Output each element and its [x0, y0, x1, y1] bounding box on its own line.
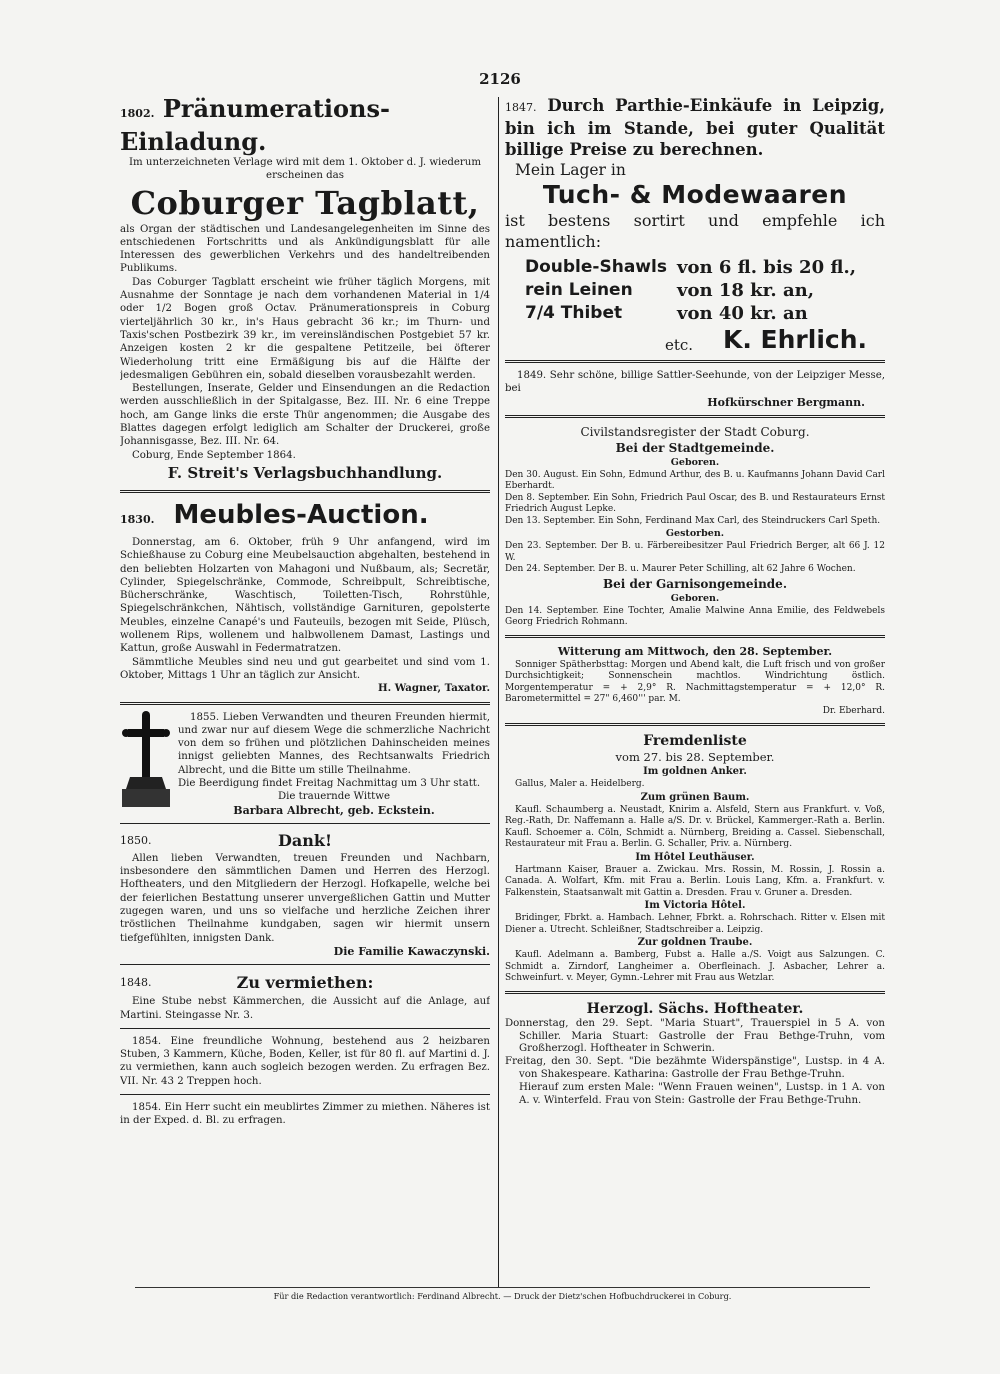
hotel-name: Zum grünen Baum. — [640, 791, 750, 803]
hotel-guests: Gallus, Maler a. Heidelberg. — [515, 779, 645, 790]
divider — [120, 702, 490, 705]
ad-signature: Die Familie Kawaczynski. — [333, 944, 490, 958]
ad-number: 1855. — [190, 711, 220, 723]
civil-register — [505, 424, 885, 629]
ad-paragraph: Ein Herr sucht ein meublirtes Zimmer zu miethen. Näheres ist in der Exped. d. Bl. zu erfragen. — [120, 1102, 490, 1127]
hotel-guests: Kaufl. Adelmann a. Bamberg, Fubst a. Halle a./S. Voigt aus Salzungen. C. Schmidt a. Zirndorf, Langheimer a. Oberfleinach. J. Asbacher, Lehrer a. Schweinfurt. v. Meyer, Gymn.-Lehrer mit Frau aus Wetzlar. — [505, 950, 885, 984]
theatre-entry: Hierauf zum ersten Male: "Wenn Frauen weinen", Lustsp. in 1 A. von A. v. Winterfeld. Frau von Stein: Gastrolle der Frau Bethge-Truhn. — [519, 1081, 885, 1106]
price-item-name: 7/4 Thibet — [525, 303, 623, 323]
ad-number: 1848. — [120, 976, 152, 990]
ad-title: Meubles-Auction. — [173, 499, 429, 530]
section-subtitle: vom 27. bis 28. September. — [615, 750, 775, 765]
ad-paragraph: Eine freundliche Wohnung, bestehend aus 2 heizbaren Stuben, 3 Kammern, Küche, Boden, Keller, ist für 80 fl. auf Martini d. J. zu vermiethen, kann auch sogleich bezogen werden. Zu erfragen Bez. VII. Nr. 43 2 Treppen hoch. — [120, 1035, 490, 1087]
divider — [120, 1028, 490, 1029]
ad-paragraph: Sehr schöne, billige Sattler-Seehunde, von der Leipziger Messe, bei — [505, 370, 885, 395]
funeral-notice: Die Beerdigung findet Freitag Nachmittag um 3 Uhr statt. — [178, 777, 481, 789]
ad-date: Coburg, Ende September 1864. — [132, 449, 296, 461]
register-entry: Den 24. September. Der B. u. Maurer Peter Schilling, alt 62 Jahre 6 Wochen. — [505, 564, 856, 575]
price-item-name: rein Leinen — [525, 280, 633, 300]
ad-1802 — [120, 95, 490, 484]
ad-1847 — [505, 95, 885, 354]
ad-intro: Durch Parthie-Einkäufe in Leipzig, bin ich im Stande, bei guter Qualität billige Preise zu berechnen. — [505, 96, 885, 159]
register-entry: Den 8. September. Ein Sohn, Friedrich Paul Oscar, des B. und Restaurateurs Ernst Friedrich August Lepke. — [505, 492, 885, 515]
divider — [505, 991, 885, 994]
ad-paragraph: Lieben Verwandten und theuren Freunden hiermit, und zwar nur auf diesem Wege die schmerzliche Nachricht von dem so frühen und plötzlichen Dahinscheiden meines innigst geliebten Mannes, des Rechtsanwalts Friedrich Albrecht, und die Bitte um stille Theilnahme. — [178, 711, 490, 776]
ad-title: Pränumerations-Einladung. — [120, 95, 390, 156]
divider — [505, 723, 885, 726]
hotel-guests: Bridinger, Fbrkt. a. Hambach. Lehner, Fbrkt. a. Rohrschach. Ritter v. Elsen mit Diener a. Utrecht. Schleißner, Stadtschreiber a. Leipzig. — [505, 913, 885, 935]
guest-list — [505, 732, 885, 985]
ad-1848 — [120, 971, 490, 1022]
column-divider — [498, 97, 499, 1287]
section-subtitle: Bei der Garnisongemeinde. — [603, 576, 787, 591]
ad-intro: Im unterzeichneten Verlage wird mit dem 1. Oktober d. J. wiederum erscheinen das — [128, 157, 481, 182]
ad-paragraph: Bestellungen, Inserate, Gelder und Einsendungen an die Redaction werden ausschließlich in der Spitalgasse, Bez. III. Nr. 6 eine Treppe hoch, am Gange links die erste Thür angenommen; die Ausgabe des Blattes dagegen erfolgt lediglich am Schalter der Druckerei, große Johannisgasse, Bez. III. Nr. 64. — [120, 383, 490, 448]
newspaper-title: Coburger Tagblatt, — [130, 183, 480, 222]
divider — [505, 360, 885, 363]
ad-number: 1830. — [120, 512, 155, 526]
ad-paragraph: ist bestens sortirt und empfehle ich namentlich: — [505, 211, 885, 251]
ad-headline: Tuch- & Modewaaren — [542, 180, 848, 209]
section-heading: Gestorben. — [665, 528, 725, 540]
divider — [120, 964, 490, 965]
section-heading: Geboren. — [670, 592, 720, 604]
ad-1850 — [120, 830, 490, 958]
hotel-name: Im Hôtel Leuthäuser. — [635, 851, 755, 863]
price-item-name: Double-Shawls — [525, 257, 667, 277]
register-entry: Den 30. August. Ein Sohn, Edmund Arthur, des B. u. Kaufmanns Johann David Carl Eberhardt. — [505, 469, 885, 492]
register-entry: Den 14. September. Eine Tochter, Amalie Malwine Anna Emilie, des Feldwebels Georg Friedrich Rohmann. — [505, 605, 885, 628]
section-title: Witterung am Mittwoch, den 28. September. — [557, 644, 833, 658]
section-title: Fremdenliste — [643, 733, 747, 750]
divider — [120, 1094, 490, 1095]
divider — [505, 415, 885, 418]
ad-number: 1847. — [505, 101, 537, 114]
ad-1849 — [505, 369, 885, 409]
ad-signature: H. Wagner, Taxator. — [378, 682, 490, 695]
ad-number: 1849. — [517, 370, 547, 381]
section-title: Civilstandsregister der Stadt Coburg. — [580, 424, 810, 439]
weather-text: Sonniger Spätherbsttag: Morgen und Abend kalt, die Luft frisch und von großer Durchsichtigkeit; Sonnenschein machtlos. Windrichtung östlich. Morgentemperatur = + 2,9° R. Nachmittagstemperatur = + 12,0° R. Barometermittel = 27" 6,460''' par. M. — [505, 659, 885, 705]
hotel-name: Im goldnen Anker. — [643, 766, 747, 778]
hotel-name: Zur goldnen Traube. — [637, 937, 753, 949]
theatre-entry: Freitag, den 30. Sept. "Die bezähmte Widerspänstige", Lustsp. in 4 A. von Shakespeare. Katharina: Gastrolle der Frau Bethge-Truhn. — [505, 1056, 885, 1081]
section-heading: Geboren. — [670, 456, 720, 468]
ad-1854-apartment — [120, 1035, 490, 1088]
section-title: Herzogl. Sächs. Hoftheater. — [586, 1000, 804, 1017]
ad-signature: F. Streit's Verlagsbuchhandlung. — [167, 463, 443, 482]
hotel-guests: Hartmann Kaiser, Brauer a. Zwickau. Mrs. Rossin, M. Rossin, J. Rossin a. Canada. A. Wolfart, Kfm. mit Frau a. Berlin. Louis Lang, Kfm. a. Frankfurt. v. Falkenstein, Staatsanwalt mit Gattin a. Dresden. Frau v. Gruner a. Dresden. — [505, 864, 885, 898]
ad-signature: Barbara Albrecht, geb. Eckstein. — [233, 803, 435, 817]
price-item-price: von 18 kr. an, — [677, 280, 814, 301]
ad-signature: Hofkürschner Bergmann. — [707, 395, 865, 409]
ad-stock-line: Mein Lager in — [515, 161, 626, 179]
divider — [120, 823, 490, 824]
theatre-program — [505, 1000, 885, 1108]
weather-signature: Dr. Eberhard. — [822, 705, 885, 716]
ad-1854-room — [120, 1101, 490, 1128]
ad-paragraph: Allen lieben Verwandten, treuen Freunden und Nachbarn, insbesondere den sämmtlichen Damen und Herren des Herzogl. Hoftheaters, und den Mitgliedern der Herzogl. Hofkapelle, welche bei der feierlichen Bestattung unserer unvergeßlichen Gattin und Mutter zugegen waren, und uns so vielfache und herzliche Zeichen ihrer tröstlichen Theilnahme kundgaben, sagen wir hiermit unsern tiefgefühlten, innigsten Dank. — [120, 852, 490, 944]
ad-paragraph: Eine Stube nebst Kämmerchen, die Aussicht auf die Anlage, auf Martini. Steingasse Nr. 3. — [120, 996, 490, 1021]
imprint-footer: Für die Redaction verantwortlich: Ferdinand Albrecht. — Druck der Dietz'schen Hofbuchdruckerei in Coburg. — [135, 1287, 870, 1301]
divider — [120, 490, 490, 493]
ad-paragraph: Das Coburger Tagblatt erscheint wie früher täglich Morgens, mit Ausnahme der Sonntage je nach dem vorhandenen Material in 1/4 oder 1/2 Bogen groß Octav. Pränumerationspreis in Coburg vierteljährlich 30 kr., in's Haus gebracht 36 kr.; im Thurn- und Taxis'schen Postbezirk 39 kr., im vereinsländischen Postgebiet 57 kr. Anzeigen kosten 2 kr die gespaltene Petitzeile, bei öfterer Wiederholung tritt eine Ermäßigung bis auf die Hälfte der jedesmaligen Gebühren ein, sobald dieselben vorausbezahlt werden. — [120, 276, 490, 381]
weather-report — [505, 644, 885, 718]
ad-title: Dank! — [278, 830, 332, 850]
page-number: 2126 — [479, 70, 521, 88]
cross-icon — [120, 711, 172, 811]
register-entry: Den 13. September. Ein Sohn, Ferdinand Max Carl, des Steindruckers Carl Speth. — [505, 515, 881, 526]
divider — [505, 635, 885, 638]
ad-etc: etc. — [665, 336, 694, 354]
ad-paragraph: Donnerstag, am 6. Oktober, früh 9 Uhr anfangend, wird im Schießhause zu Coburg eine Meubelsauction abgehalten, bestehend in den beliebten Holzarten von Mahagoni und Nußbaum, als; Secretär, Cylinder, Spiegelschränke, Commode, Schreibpult, Schreibtische, Bücherschränke, Waschtisch, Toiletten-Tisch, Rohrstühle, Spiegelschränkchen, Nähtisch, vollständige Garnituren, gepolsterte Meubles, einzelne Canapé's und Fauteuils, bezogen mit Seide, Plüsch, wollenem Rips, wollenem und halbwollenem Damast, Lastings und Kattun, große Auswahl in Federmatratzen. — [120, 536, 490, 655]
ad-title: Zu vermiethen: — [236, 973, 374, 993]
theatre-entry: Donnerstag, den 29. Sept. "Maria Stuart", Trauerspiel in 5 A. von Schiller. Maria Stuart: Gastrolle der Frau Bethge-Truhn, vom Großherzogl. Hoftheater in Schwerin. — [505, 1017, 885, 1055]
hotel-guests: Kaufl. Schaumberg a. Neustadt, Knirim a. Alsfeld, Stern aus Frankfurt. v. Voß, Reg.-Rath, Dr. Naffemann a. Halle a/S. Dr. v. Brückel, Kammerger.-Rath a. Berlin. Kaufl. Schoemer a. Cöln, Schmidt a. Nürnberg, Breiding a. Cassel. Siebenschall, Restaurateur mit Frau a. Berlin. G. Schaller, Priv. a. Nürnberg. — [505, 804, 885, 850]
mourner-line: Die trauernde Wittwe — [277, 791, 391, 803]
price-item-price: von 40 kr. an — [677, 303, 808, 324]
section-subtitle: Bei der Stadtgemeinde. — [615, 440, 775, 455]
ad-1855 — [120, 711, 490, 817]
ad-paragraph: Sämmtliche Meubles sind neu und gut gearbeitet und sind vom 1. Oktober, Mittags 1 Uhr an täglich zur Ansicht. — [120, 656, 490, 681]
ad-number: 1854. — [132, 1035, 162, 1047]
ad-signature: K. Ehrlich. — [722, 325, 867, 354]
price-list — [505, 256, 885, 325]
ad-1830 — [120, 499, 490, 696]
ad-number: 1850. — [120, 833, 152, 847]
register-entry: Den 23. September. Der B. u. Färbereibesitzer Paul Friedrich Berger, alt 66 J. 12 W. — [505, 541, 885, 563]
ad-number: 1802. — [120, 107, 155, 120]
price-item-price: von 6 fl. bis 20 fl., — [677, 257, 856, 278]
hotel-name: Im Victoria Hôtel. — [644, 900, 746, 912]
ad-paragraph: als Organ der städtischen und Landesangelegenheiten im Sinne des entschiedenen Fortschritts und als Ankündigungsblatt für alle Interessen des gewerblichen Verkehrs und des handeltreibenden Publikums. — [120, 223, 490, 275]
left-column — [120, 95, 490, 1374]
right-column — [505, 95, 885, 1374]
ad-number: 1854. — [132, 1102, 162, 1114]
